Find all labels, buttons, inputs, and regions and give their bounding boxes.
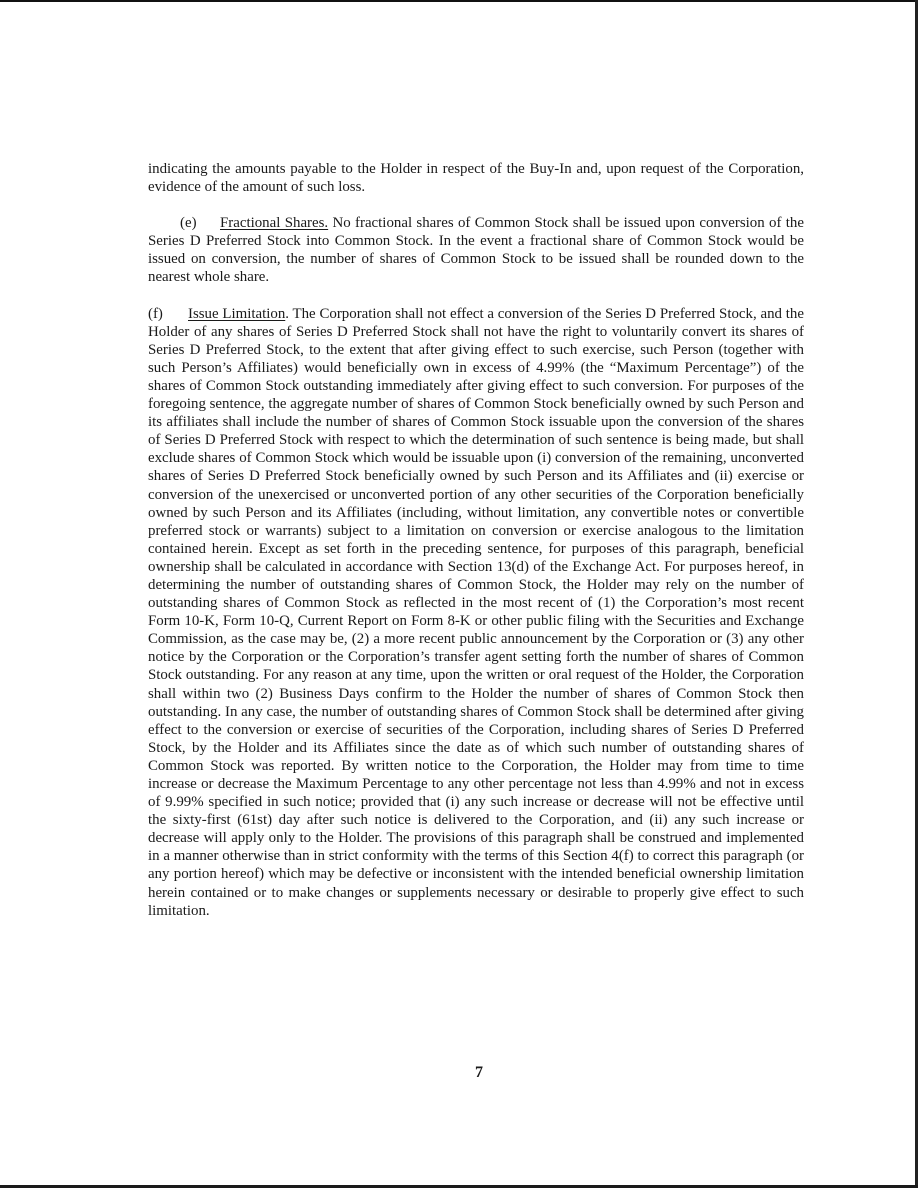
section-e-text: No fractional shares of Common Stock shall be issued upon conversion of the Series D Preferred Stock into Common Stock. In the event a fractional share of Common Stock would be issued on conversion, the number of shares of Common Stock to be issued shall be rounded down to the nearest whole share.	[148, 215, 804, 286]
page-number: 7	[475, 1064, 483, 1081]
section-e-marker: (e)	[180, 215, 197, 232]
scan-border-top	[0, 0, 918, 2]
continuation-paragraph: indicating the amounts payable to the Holder in respect of the Buy-In and, upon request of the Corporation, evidence of the amount of such loss.	[148, 161, 804, 196]
section-f-marker: (f)	[148, 305, 163, 322]
section-e-heading: Fractional Shares.	[220, 215, 329, 232]
document-page	[148, 160, 804, 920]
section-e-paragraph	[148, 214, 804, 286]
section-f-text: . The Corporation shall not effect a conversion of the Series D Preferred Stock, and the Holder of any shares of Series D Preferred Stock shall not have the right to voluntarily convert its shares of Series D Preferred Stock, to the extent that after giving effect to such exercise, such Person (together with such Person’s Affiliates) would beneficially own in excess of 4.99% (the “Maximum Percentage”) of the shares of Common Stock outstanding immediately after giving effect to such conversion. For purposes of the foregoing sentence, the aggregate number of shares of Common Stock beneficially owned by such Person and its affiliates shall include the number of shares of Common Stock issuable upon the conversion of the shares of Series D Preferred Stock with respect to which the determination of such sentence is being made, but shall exclude shares of Common Stock which would be issuable upon (i) conversion of the remaining, unconverted shares of Series D Preferred Stock beneficially owned by such Person and its Affiliates and (ii) exercise or conversion of the unexercised or unconverted portion of any other securities of the Corporation beneficially owned by such Person and its Affiliates (including, without limitation, any convertible notes or convertible preferred stock or warrants) subject to a limitation on conversion or exercise analogous to the limitation contained herein. Except as set forth in the preceding sentence, for purposes of this paragraph, beneficial ownership shall be calculated in accordance with Section 13(d) of the Exchange Act. For purposes hereof, in determining the number of outstanding shares of Common Stock, the Holder may rely on the number of outstanding shares of Common Stock as reflected in the most recent of (1) the Corporation’s most recent Form 10-K, Form 10-Q, Current Report on Form 8-K or other public filing with the Securities and Exchange Commission, as the case may be, (2) a more recent public announcement by the Corporation or (3) any other notice by the Corporation or the Corporation’s transfer agent setting forth the number of shares of Common Stock outstanding. For any reason at any time, upon the written or oral request of the Holder, the Corporation shall within two (2) Business Days confirm to the Holder the number of shares of Common Stock then outstanding. In any case, the number of outstanding shares of Common Stock shall be determined after giving effect to the conversion or exercise of securities of the Corporation, including shares of Series D Preferred Stock, by the Holder and its Affiliates since the date as of which such number of outstanding shares of Common Stock was reported. By written notice to the Corporation, the Holder may from time to time increase or decrease the Maximum Percentage to any other percentage not less than 4.99% and not in excess of 9.99% specified in such notice; provided that (i) any such increase or decrease will not be effective until the sixty-first (61st) day after such notice is delivered to the Corporation, and (ii) any such increase or decrease will apply only to the Holder. The provisions of this paragraph shall be construed and implemented in a manner otherwise than in strict conformity with the terms of this Section 4(f) to correct this paragraph (or any portion hereof) which may be defective or inconsistent with the intended beneficial ownership limitation herein contained or to make changes or supplements necessary or desirable to properly give effect to such limitation.	[148, 305, 804, 919]
section-f-heading: Issue Limitation	[188, 305, 286, 322]
section-f-paragraph	[148, 305, 804, 920]
